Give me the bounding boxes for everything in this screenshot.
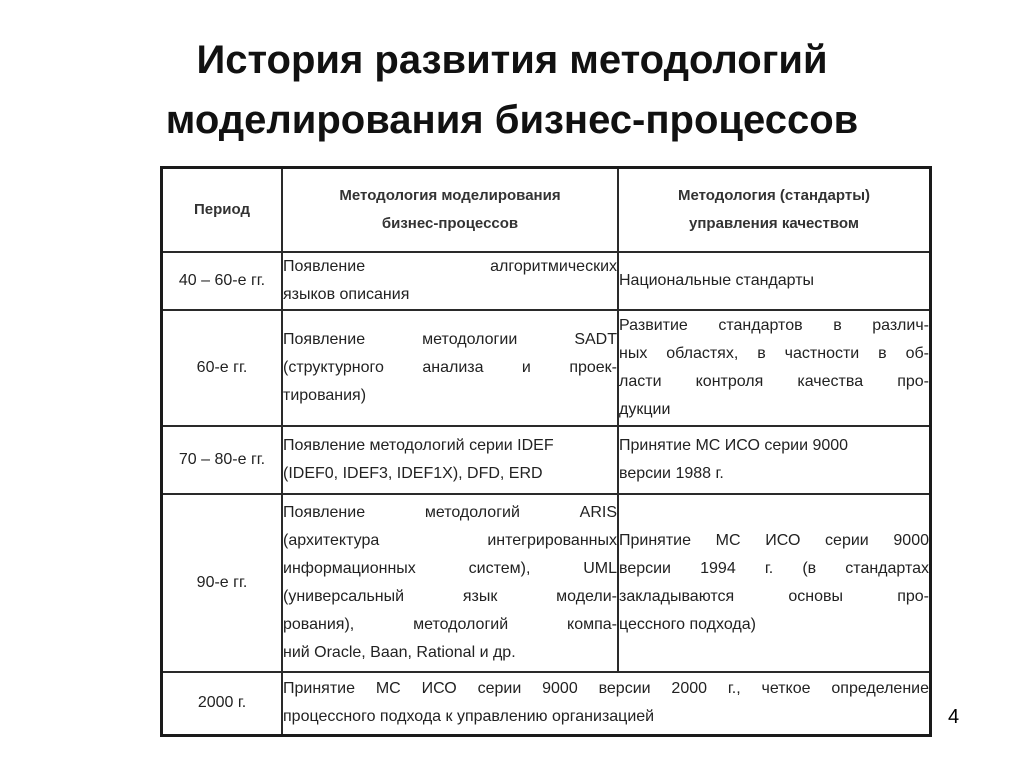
cell-line: Появление методологий ARIS xyxy=(283,503,617,521)
cell-line: ласти контроля качества про- xyxy=(619,372,929,390)
period-cell: 60-е гг. xyxy=(162,310,283,426)
cell-line: тирования) xyxy=(283,386,367,404)
cell-line: ний Oracle, Baan, Rational и др. xyxy=(283,643,516,661)
cell-line: цессного подхода) xyxy=(619,615,756,633)
table-row xyxy=(162,672,931,736)
header-methodology xyxy=(282,168,618,252)
cell-line: Принятие МС ИСО серии 9000 версии 2000 г., четкое определение xyxy=(283,680,929,698)
table-header-row xyxy=(162,168,931,252)
cell-line: Появление методологий серии IDEF xyxy=(283,436,554,454)
methodology-cell xyxy=(282,426,618,494)
standards-cell xyxy=(618,252,931,310)
header-methodology-line-1: Методология моделирования xyxy=(339,186,561,204)
cell-line: (IDEF0, IDEF3, IDEF1X), DFD, ERD xyxy=(283,464,543,482)
cell-line: Принятие МС ИСО серии 9000 xyxy=(619,436,849,454)
table-row xyxy=(162,252,931,310)
standards-cell xyxy=(618,494,931,672)
header-standards xyxy=(618,168,931,252)
methodology-cell xyxy=(282,310,618,426)
cell-line: языков описания xyxy=(283,285,410,303)
period-cell: 70 – 80-е гг. xyxy=(162,426,283,494)
page-number: 4 xyxy=(948,706,960,728)
history-table xyxy=(160,166,932,737)
merged-cell xyxy=(282,672,931,736)
cell-line: (универсальный язык модели- xyxy=(283,587,617,605)
table-row xyxy=(162,494,931,672)
table-row xyxy=(162,310,931,426)
header-standards-line-1: Методология (стандарты) xyxy=(677,186,870,204)
slide-title xyxy=(0,30,1024,150)
header-standards-line-2: управления качеством xyxy=(689,214,859,232)
slide-title-line-1: История развития методологий xyxy=(196,38,828,82)
cell-line: рования), методологий компа- xyxy=(283,615,617,633)
cell-line: Появление методологии SADT xyxy=(283,330,617,348)
cell-line: Появление алгоритмических xyxy=(283,257,617,275)
period-cell: 2000 г. xyxy=(162,672,283,736)
cell-line: ных областях, в частности в об- xyxy=(619,344,929,362)
cell-line: версии 1988 г. xyxy=(619,464,724,482)
header-period: Период xyxy=(162,168,283,252)
standards-cell xyxy=(618,310,931,426)
cell-line: (структурного анализа и проек- xyxy=(283,358,617,376)
cell-line: Национальные стандарты xyxy=(619,271,815,289)
cell-line: (архитектура интегрированных xyxy=(283,531,617,549)
cell-line: Принятие МС ИСО серии 9000 xyxy=(619,531,929,549)
table-row xyxy=(162,426,931,494)
methodology-cell xyxy=(282,252,618,310)
header-methodology-line-2: бизнес-процессов xyxy=(381,214,519,232)
cell-line: версии 1994 г. (в стандартах xyxy=(619,559,929,577)
slide-title-line-2: моделирования бизнес-процессов xyxy=(165,98,859,142)
cell-line: дукции xyxy=(619,400,671,418)
methodology-cell xyxy=(282,494,618,672)
period-cell: 90-е гг. xyxy=(162,494,283,672)
cell-line: процессного подхода к управлению организацией xyxy=(283,708,655,726)
standards-cell xyxy=(618,426,931,494)
cell-line: закладываются основы про- xyxy=(619,587,929,605)
cell-line: информационных систем), UML xyxy=(283,559,617,577)
cell-line: Развитие стандартов в различ- xyxy=(619,316,929,334)
period-cell: 40 – 60-е гг. xyxy=(162,252,283,310)
